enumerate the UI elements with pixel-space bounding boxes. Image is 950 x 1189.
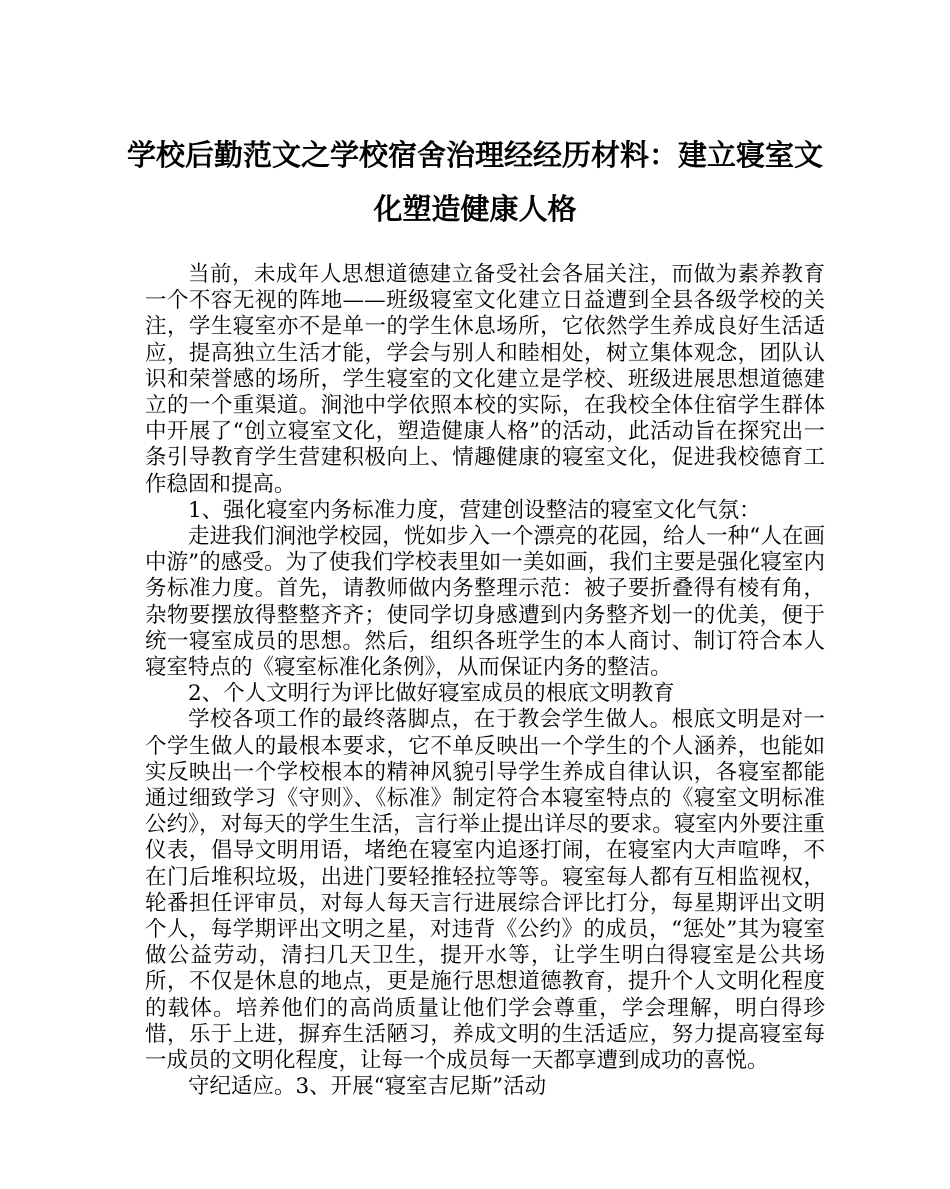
document-body xyxy=(145,262,825,1101)
section-heading-2: 2、个人文明行为评比做好寝室成员的根底文明教育 xyxy=(188,681,675,707)
paragraph-section-2: 学校各项工作的最终落脚点，在于教会学生做人。根底文明是对一个学生做人的最根本要求，它不单反映出一个学生的个人涵养，也能如实反映出一个学校根本的精神风貌引导学生养成自律认识，各寝室都能通过细致学习《守则》、《标准》制定符合本寝室特点的《寝室文明标准公约》，对每天的学生生活，言行举止提出详尽的要求。寝室内外要注重仪表，倡导文明用语，堵绝在寝室内追逐打闹，在寝室内大声喧哗，不在门后堆积垃圾，出进门要轻推轻拉等等。寝室每人都有互相监视权，轮番担任评审员，对每人每天言行进展综合评比打分，每星期评出文明个人，每学期评出文明之星，对违背《公约》的成员，“惩处”其为寝室做公益劳动，清扫几天卫生，提开水等，让学生明白得寝室是公共场所，不仅是休息的地点，更是施行思想道德教育，提升个人文明化程度的载体。培养他们的高尚质量让他们学会尊重，学会理解，明白得珍惜，乐于上进，摒弃生活陋习，养成文明的生活适应，努力提高寝室每一成员的文明化程度，让每一个成员每一天都享遭到成功的喜悦。 xyxy=(145,707,825,1074)
paragraph-section-1: 走进我们涧池学校园，恍如步入一个漂亮的花园，给人一种“人在画中游”的感受。为了使我们学校表里如一美如画，我们主要是强化寝室内务标准力度。首先，请教师做内务整理示范：被子要折叠得有棱有角，杂物要摆放得整整齐齐；使同学切身感遭到内务整齐划一的优美，便于统一寝室成员的思想。然后，组织各班学生的本人商讨、制订符合本人寝室特点的《寝室标准化条例》，从而保证内务的整洁。 xyxy=(145,524,825,681)
document-title: 学校后勤范文之学校宿舍治理经经历材料：建立寝室文化塑造健康人格 xyxy=(126,138,823,226)
paragraph-closing: 守纪适应。3、开展“寝室吉尼斯”活动 xyxy=(188,1074,547,1100)
section-heading-1: 1、强化寝室内务标准力度，营建创设整洁的寝室文化气氛： xyxy=(188,497,761,523)
paragraph-intro: 当前，未成年人思想道德建立备受社会各届关注，而做为素养教育一个不容无视的阵地——班级寝室文化建立日益遭到全县各级学校的关注，学生寝室亦不是单一的学生休息场所，它依然学生养成良好生活适应，提高独立生活才能，学会与别人和睦相处，树立集体观念，团队认识和荣誉感的场所，学生寝室的文化建立是学校、班级进展思想道德建立的一个重渠道。涧池中学依照本校的实际，在我校全体住宿学生群体中开展了“创立寝室文化，塑造健康人格”的活动，此活动旨在探究出一条引导教育学生营建积极向上、情趣健康的寝室文化，促进我校德育工作稳固和提高。 xyxy=(145,262,825,497)
